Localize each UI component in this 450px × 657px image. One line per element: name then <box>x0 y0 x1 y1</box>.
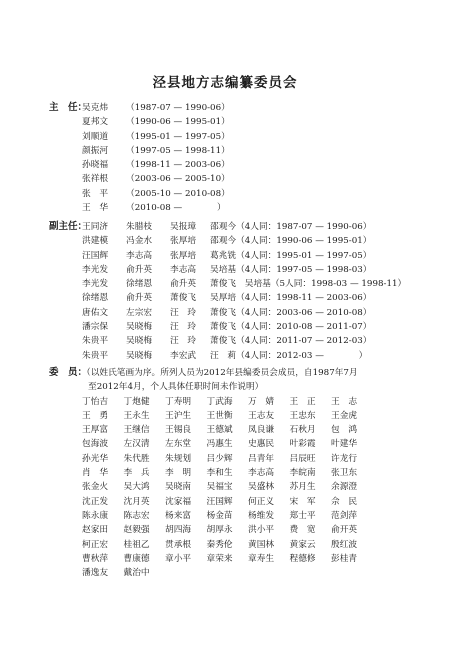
deputy-name: 左宗宏 <box>126 307 153 318</box>
member-name: 宋 军 <box>289 496 316 507</box>
member-row <box>82 452 432 466</box>
member-name: 吕少辉 <box>206 453 233 464</box>
member-name: 汪国辉 <box>206 496 233 507</box>
deputy-name: 俞升英 <box>126 264 153 275</box>
deputy-name: 汪 玲 <box>170 307 197 318</box>
deputy-name: 朱腊枝 <box>126 222 153 232</box>
member-name: 朱代胜 <box>123 453 150 464</box>
director-name: 颜振河 <box>82 145 109 156</box>
deputy-name-term: 萧俊飞（4人同：2003-06 — 2010-08） <box>210 307 372 318</box>
deputy-name: 李光发 <box>82 264 109 275</box>
deputy-name-term: 邵观今（4人同：1990-06 — 1995-01） <box>210 236 372 247</box>
members-body <box>82 366 432 580</box>
member-name: 肖 华 <box>82 468 109 479</box>
member-name: 李 明 <box>165 468 192 479</box>
members-grid <box>82 395 432 581</box>
member-name: 潘逸友 <box>82 568 109 579</box>
director-row <box>82 172 432 186</box>
director-term: （2003-06 — 2005-10） <box>126 174 230 185</box>
members-note-line1: （以姓氏笔画为序。所列人员为2012年县编委员会成员，自1987年7月 <box>82 368 358 378</box>
director-term: （1998-11 — 2003-06） <box>126 160 230 171</box>
member-name: 杨维发 <box>248 510 275 521</box>
member-name: 王永生 <box>123 410 150 421</box>
member-row <box>82 538 432 552</box>
deputy-name: 潘宗保 <box>82 322 109 333</box>
deputy-name: 朱贵平 <box>82 336 109 347</box>
deputy-name-term: 葛兆铣（4人同：1995-01 — 1997-05） <box>210 250 372 261</box>
deputy-name: 洪建模 <box>82 236 109 247</box>
member-name: 胡四海 <box>165 525 192 536</box>
director-term: （1997-05 — 1998-11） <box>126 145 230 156</box>
member-name: 洪小平 <box>248 525 275 536</box>
deputy-name-term: 萧俊飞 吴培基（5人同：1998-03 — 1998-11） <box>210 279 407 290</box>
member-name: 李和生 <box>206 468 233 479</box>
member-name: 左汉清 <box>123 439 150 450</box>
director-term: （1987-07 — 1990-06） <box>126 103 230 113</box>
deputy-name: 吴晓梅 <box>126 322 153 333</box>
member-name: 曹秋萍 <box>82 553 109 564</box>
member-name: 王德斌 <box>206 425 233 436</box>
deputy-name-term: 吴厚培（4人同：1998-11 — 2003-06） <box>210 293 372 304</box>
member-name: 叶建华 <box>331 439 358 450</box>
director-label: 主 任： <box>49 102 88 113</box>
member-name: 沈家福 <box>165 496 192 507</box>
member-name: 柯正宏 <box>82 539 109 550</box>
member-name: 包海波 <box>82 439 109 450</box>
member-name: 史惠民 <box>248 439 275 450</box>
member-row <box>82 395 432 409</box>
member-name: 佘 民 <box>331 496 358 507</box>
deputy-list <box>82 220 432 363</box>
member-name: 王志友 <box>248 410 275 421</box>
member-name: 秦秀伦 <box>206 539 233 550</box>
deputy-name: 吴报璋 <box>170 222 197 232</box>
member-name: 王世衡 <box>206 410 233 421</box>
deputy-name: 徐绪恩 <box>126 279 153 290</box>
deputy-name: 李宏武 <box>170 350 197 361</box>
page-title: 泾县地方志编纂委员会 <box>152 75 298 91</box>
deputy-name: 萧俊飞 <box>170 293 197 304</box>
member-row <box>82 437 432 451</box>
member-name: 黄家云 <box>289 539 316 550</box>
deputy-row <box>82 249 432 263</box>
director-name: 吴克炜 <box>82 103 109 113</box>
member-name: 陈永康 <box>82 510 109 521</box>
deputy-name-term: 邵观今（4人同：1987-07 — 1990-06） <box>210 222 372 232</box>
deputy-name: 吴晓梅 <box>126 336 153 347</box>
deputy-row <box>82 334 432 348</box>
member-name: 凤良谦 <box>248 425 275 436</box>
member-name: 赵家田 <box>82 525 109 536</box>
director-row <box>82 144 432 158</box>
deputy-name: 汪国辉 <box>82 250 109 261</box>
member-name: 章荣来 <box>206 553 233 564</box>
member-name: 李志高 <box>248 468 275 479</box>
member-name: 左东堂 <box>165 439 192 450</box>
member-row <box>82 480 432 494</box>
director-name: 夏邦文 <box>82 117 109 128</box>
member-name: 殷红波 <box>331 539 358 550</box>
member-row <box>82 495 432 509</box>
member-name: 章寿生 <box>248 553 275 564</box>
member-name: 余源澄 <box>331 482 358 493</box>
member-name: 吴盛林 <box>248 482 275 493</box>
member-name: 戴治中 <box>123 568 150 579</box>
member-row <box>82 409 432 423</box>
director-term: （1995-01 — 1997-05） <box>126 131 230 142</box>
director-name: 王 华 <box>82 203 109 214</box>
member-name: 郑士平 <box>289 510 316 521</box>
member-name: 丁寿明 <box>165 396 192 407</box>
deputy-name: 冯金水 <box>126 236 153 247</box>
deputy-row <box>82 291 432 305</box>
director-row <box>82 187 432 201</box>
director-name: 张 平 <box>82 188 109 199</box>
deputy-name: 李志高 <box>126 250 153 261</box>
member-name: 王厚富 <box>82 425 109 436</box>
member-row <box>82 466 432 480</box>
member-name: 孙光华 <box>82 453 109 464</box>
member-name: 俞开英 <box>331 525 358 536</box>
director-row <box>82 115 432 129</box>
director-name: 刘顺道 <box>82 131 109 142</box>
deputy-row <box>82 306 432 320</box>
deputy-name: 王同济 <box>82 222 109 232</box>
member-name: 贯承根 <box>165 539 192 550</box>
member-name: 胡厚永 <box>206 525 233 536</box>
member-row <box>82 509 432 523</box>
member-name: 许龙行 <box>331 453 358 464</box>
member-name: 吴晓南 <box>165 482 192 493</box>
member-name: 吕辰旺 <box>289 453 316 464</box>
member-name: 沈月英 <box>123 496 150 507</box>
member-name: 冯惠生 <box>206 439 233 450</box>
director-row <box>82 130 432 144</box>
member-name: 吴福宝 <box>206 482 233 493</box>
director-row <box>82 158 432 172</box>
member-name: 吴大鸿 <box>123 482 150 493</box>
deputy-name: 张厚培 <box>170 236 197 247</box>
member-name: 章小平 <box>165 553 192 564</box>
deputy-row <box>82 234 432 248</box>
member-name: 吕青年 <box>248 453 275 464</box>
deputy-row <box>82 263 432 277</box>
member-name: 王 志 <box>331 396 358 407</box>
deputy-name: 汪 玲 <box>170 322 197 333</box>
member-name: 曹康德 <box>123 553 150 564</box>
member-name: 王继信 <box>123 425 150 436</box>
deputy-row <box>82 220 432 234</box>
member-row <box>82 523 432 537</box>
member-name: 叶彩霞 <box>289 439 316 450</box>
deputy-name: 汪 玲 <box>170 336 197 347</box>
director-list <box>82 101 432 215</box>
deputy-name: 俞升英 <box>126 293 153 304</box>
deputy-row <box>82 320 432 334</box>
member-name: 石秋月 <box>289 425 316 436</box>
deputy-name: 吴晓梅 <box>126 350 153 361</box>
member-name: 张卫东 <box>331 468 358 479</box>
member-name: 赵毅强 <box>123 525 150 536</box>
member-name: 王金虎 <box>331 410 358 421</box>
member-name: 丁怡吉 <box>82 396 109 407</box>
member-name: 包 鸿 <box>331 425 358 436</box>
deputy-name: 朱贵平 <box>82 350 109 361</box>
member-name: 黄国林 <box>248 539 275 550</box>
member-name: 王 勇 <box>82 410 109 421</box>
member-name: 彭桂青 <box>331 553 358 564</box>
member-name: 朱规划 <box>165 453 192 464</box>
deputy-name-term: 汪 莉（4人同：2012-03 — ） <box>210 350 368 361</box>
member-name: 丁武海 <box>206 396 233 407</box>
deputy-name: 唐佑文 <box>82 307 109 318</box>
deputy-name: 李志高 <box>170 264 197 275</box>
member-name: 范剑萍 <box>331 510 358 521</box>
member-name: 苏月生 <box>289 482 316 493</box>
deputy-name: 李光发 <box>82 279 109 290</box>
member-row <box>82 552 432 566</box>
member-name: 万 婧 <box>248 396 275 407</box>
director-name: 张祥根 <box>82 174 109 185</box>
member-name: 王忠东 <box>289 410 316 421</box>
deputy-name-term: 吴培基（4人同：1997-05 — 1998-03） <box>210 264 372 275</box>
director-term: （2005-10 — 2010-08） <box>126 188 230 199</box>
member-name: 陈志宏 <box>123 510 150 521</box>
deputy-name: 徐绪恩 <box>82 293 109 304</box>
deputy-name: 张厚培 <box>170 250 197 261</box>
deputy-name: 俞升英 <box>170 279 197 290</box>
deputy-name-term: 萧俊飞（4人同：2010-08 — 2011-07） <box>210 322 372 333</box>
director-term: （2010-08 — ） <box>126 203 226 214</box>
director-row <box>82 201 432 215</box>
member-name: 何正义 <box>248 496 275 507</box>
director-name: 孙晓福 <box>82 160 109 171</box>
member-name: 王沪生 <box>165 410 192 421</box>
member-name: 王 正 <box>289 396 316 407</box>
member-name: 李皖南 <box>289 468 316 479</box>
director-row <box>82 101 432 115</box>
member-name: 王锡良 <box>165 425 192 436</box>
member-name: 张金火 <box>82 482 109 493</box>
member-name: 杨金苗 <box>206 510 233 521</box>
members-label: 委 员： <box>49 367 88 378</box>
member-name: 丁炮健 <box>123 396 150 407</box>
deputy-row <box>82 349 432 363</box>
member-name: 沈正发 <box>82 496 109 507</box>
members-note-line2: 至2012年4月，个人具体任职时间未作说明） <box>88 382 264 393</box>
member-name: 程德修 <box>289 553 316 564</box>
deputy-label: 副主任： <box>49 221 88 232</box>
member-name: 费 宽 <box>289 525 316 536</box>
member-name: 杨来富 <box>165 510 192 521</box>
member-row <box>82 423 432 437</box>
member-row <box>82 566 432 580</box>
deputy-name-term: 萧俊飞（4人同：2011-07 — 2012-03） <box>210 336 372 347</box>
member-name: 桂祖乙 <box>123 539 150 550</box>
member-name: 李 兵 <box>123 468 150 479</box>
director-term: （1990-06 — 1995-01） <box>126 117 230 128</box>
deputy-row <box>82 277 432 291</box>
